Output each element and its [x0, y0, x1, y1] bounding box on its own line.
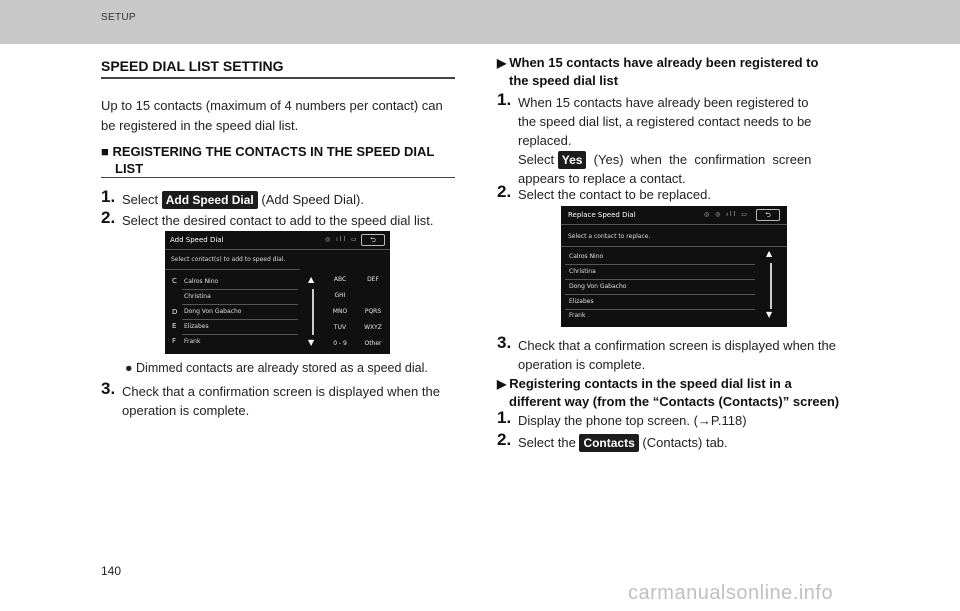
keypad-key[interactable]: DEF [367, 276, 379, 283]
yes-button[interactable]: Yes [558, 151, 587, 169]
step-text-post: (Contacts) tab. [638, 435, 728, 450]
index-letter[interactable]: C [172, 277, 177, 285]
title-divider [101, 77, 455, 79]
step-text [518, 433, 728, 452]
step-number: 1. [101, 187, 116, 206]
step-text-line: Check that a confirmation screen is displayed when the [518, 338, 836, 353]
add-speed-dial-screenshot [165, 231, 390, 354]
contact-item[interactable]: Calros Nino [569, 253, 604, 260]
scroll-down-icon[interactable]: ▼ [308, 338, 315, 347]
contact-item[interactable]: Dong Von Gabacho [184, 308, 242, 315]
contact-item[interactable]: Christina [569, 268, 596, 275]
page-number: 140 [101, 564, 122, 578]
step-text-pre: Select the [518, 435, 580, 450]
arrow-icon: ▶ [497, 377, 507, 391]
step-number: 2. [101, 208, 116, 227]
contacts-tab-button[interactable]: Contacts [579, 434, 638, 452]
step-text-line: operation is complete. [122, 403, 250, 418]
row-divider [565, 294, 755, 295]
row-divider [182, 289, 298, 290]
step-select-contacts [497, 430, 853, 453]
step-text: Display the phone top screen. (→P.118) [518, 413, 747, 428]
add-speed-dial-button[interactable]: Add Speed Dial [162, 191, 258, 209]
arrow-icon: ▶ [497, 56, 507, 70]
contact-item[interactable]: Dong Von Gabacho [569, 283, 627, 290]
step-text [122, 190, 364, 209]
subsection-heading-line: Registering contacts in the speed dial list in a [509, 376, 792, 391]
contact-item[interactable]: Christina [184, 293, 211, 300]
keypad-key[interactable]: Other [364, 340, 382, 347]
step-display-phone [497, 408, 853, 431]
step-text-line: operation is complete. [518, 357, 646, 372]
screen-divider [561, 224, 787, 225]
screen-divider [561, 246, 787, 247]
scroll-down-icon[interactable]: ▼ [766, 310, 773, 319]
step-text [518, 93, 854, 188]
keypad-key[interactable]: WXYZ [364, 324, 382, 331]
index-letter[interactable]: D [172, 308, 178, 316]
row-divider [565, 309, 755, 310]
step-text-line: replaced. [518, 133, 572, 148]
screen-title: Add Speed Dial [170, 236, 224, 244]
step-text: Select the desired contact to add to the speed dial list. [122, 213, 434, 228]
step-text-pre: Select [122, 192, 162, 207]
row-divider [182, 319, 298, 320]
scroll-up-icon[interactable]: ▲ [308, 275, 315, 284]
replace-speed-dial-screenshot [561, 206, 787, 327]
keypad-key[interactable]: GHI [334, 292, 346, 299]
keypad-key[interactable]: PQRS [364, 308, 382, 315]
keypad-key[interactable]: ABC [333, 276, 347, 283]
screen-divider [165, 249, 390, 250]
screen-title: Replace Speed Dial [568, 211, 636, 219]
step-1-replace [497, 90, 853, 186]
scrollbar[interactable] [312, 289, 314, 335]
keypad-key[interactable]: TUV [333, 324, 347, 331]
subsection-heading-line: different way (from the “Contacts (Contacts)” screen) [509, 394, 840, 409]
status-icons: ◎ ıll ▭ [325, 236, 359, 243]
step-number: 2. [497, 182, 512, 201]
step-text: Select the contact to be replaced. [518, 187, 711, 202]
contact-item[interactable]: Calros Nino [184, 278, 219, 285]
page-title: SPEED DIAL LIST SETTING [101, 58, 284, 74]
step-text [122, 382, 458, 420]
screen-subtitle: Select contact(s) to add to speed dial. [171, 256, 286, 263]
step-number: 2. [497, 430, 512, 449]
subsection-heading [497, 54, 818, 89]
contact-item[interactable]: Frank [184, 338, 201, 345]
intro-paragraph [101, 96, 457, 136]
keypad-key[interactable]: MNO [332, 308, 348, 315]
subsection-heading-line: the speed dial list [509, 73, 619, 88]
contact-item[interactable]: Elizabes [569, 298, 594, 305]
step-text-line: Check that a confirmation screen is displayed when the [122, 384, 440, 399]
step-2-replace [497, 182, 853, 205]
back-icon[interactable]: ⮌ [756, 209, 780, 221]
step-2 [101, 208, 457, 231]
bullet-note: ● Dimmed contacts are already stored as a speed dial. [125, 361, 428, 375]
screen-subtitle: Select a contact to replace. [568, 233, 651, 240]
row-divider [565, 279, 755, 280]
step-text-line: appears to replace a contact. [518, 171, 686, 186]
step-text [518, 336, 854, 374]
step-number: 1. [497, 90, 512, 109]
step-3-replace [497, 333, 853, 376]
step-text-pre: Select [518, 152, 558, 167]
contact-item[interactable]: Frank [569, 312, 586, 319]
subsection-heading-line: ■ REGISTERING THE CONTACTS IN THE SPEED DIAL [101, 144, 435, 159]
row-divider [182, 334, 298, 335]
step-number: 3. [101, 379, 116, 398]
status-icons: ◎ ◎ ıll ▭ [704, 211, 749, 218]
row-divider [565, 264, 755, 265]
subsection-heading-line: When 15 contacts have already been registered to [509, 55, 819, 70]
step-text-post: (Add Speed Dial). [257, 192, 364, 207]
keypad-key[interactable]: 0 - 9 [333, 340, 347, 347]
step-3 [101, 379, 457, 422]
subsection-divider [101, 177, 455, 178]
step-text-post: (Yes) when the confirmation screen [586, 152, 812, 167]
subsection-heading-line: LIST [115, 161, 144, 176]
screen-divider [165, 269, 300, 270]
watermark: carmanualsonline.info [628, 582, 834, 604]
back-icon[interactable]: ⮌ [361, 234, 385, 246]
index-letter[interactable]: F [172, 337, 177, 345]
step-number: 1. [497, 408, 512, 427]
step-text-line: When 15 contacts have already been registered to [518, 95, 809, 110]
step-text-line: the speed dial list, a registered contact needs to be [518, 114, 812, 129]
step-1 [101, 187, 457, 210]
scroll-up-icon[interactable]: ▲ [766, 249, 773, 258]
section-label: SETUP [101, 12, 136, 23]
header-band [0, 0, 960, 44]
subsection-heading [101, 143, 434, 177]
index-letter[interactable]: E [172, 322, 177, 330]
step-text-line [518, 150, 854, 169]
scrollbar[interactable] [770, 263, 772, 309]
step-number: 3. [497, 333, 512, 352]
subsection-heading [497, 375, 839, 410]
intro-line: Up to 15 contacts (maximum of 4 numbers per contact) can [101, 98, 443, 113]
contact-item[interactable]: Elizabes [184, 323, 209, 330]
intro-line: be registered in the speed dial list. [101, 118, 299, 133]
row-divider [182, 304, 298, 305]
